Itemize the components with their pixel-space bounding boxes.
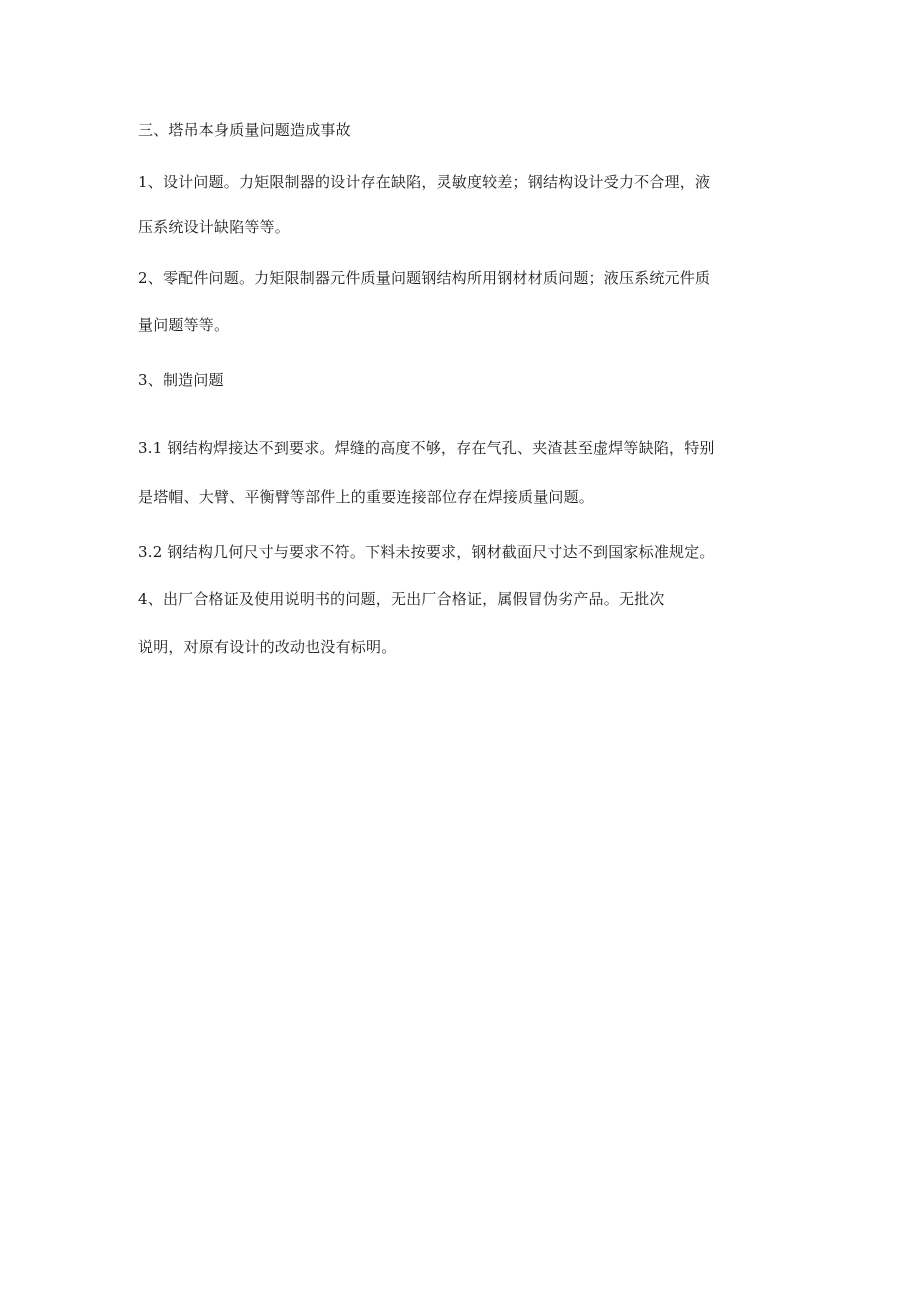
paragraph-welding-line-2: 是塔帽、大臂、平衡臂等部件上的重要连接部位存在焊接质量问题。 (138, 488, 595, 506)
paragraph-geometry: 3.2 钢结构几何尺寸与要求不符。下料未按要求，钢材截面尺寸达不到国家标准规定。 (138, 543, 715, 561)
paragraph-certificate-line-1: 4、出厂合格证及使用说明书的问题，无出厂合格证，属假冒伪劣产品。无批次 (138, 590, 665, 608)
paragraph-certificate-line-2: 说明，对原有设计的改动也没有标明。 (138, 638, 397, 656)
paragraph-design-line-1: 1、设计问题。力矩限制器的设计存在缺陷，灵敏度较差；钢结构设计受力不合理，液 (138, 173, 711, 191)
paragraph-parts-line-2: 量问题等等。 (138, 316, 230, 334)
paragraph-design-line-2: 压系统设计缺陷等等。 (138, 218, 291, 236)
section-heading: 三、塔吊本身质量问题造成事故 (138, 121, 351, 139)
paragraph-parts-line-1: 2、零配件问题。力矩限制器元件质量问题钢结构所用钢材材质问题；液压系统元件质 (138, 269, 711, 287)
subheading-manufacturing: 3、制造问题 (138, 371, 224, 389)
paragraph-welding-line-1: 3.1 钢结构焊接达不到要求。焊缝的高度不够，存在气孔、夹渣甚至虚焊等缺陷，特别 (138, 439, 715, 457)
